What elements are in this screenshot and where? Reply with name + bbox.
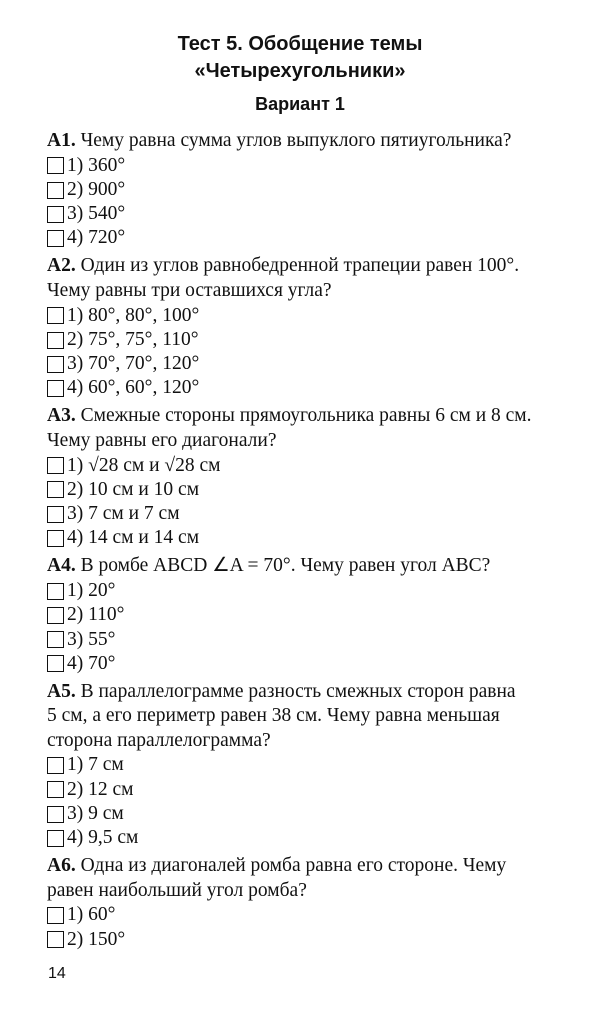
answer-option[interactable] [47, 928, 567, 952]
answer-option[interactable] [47, 628, 567, 652]
question-text: сторона параллелограмма? [47, 729, 271, 751]
question [47, 254, 567, 400]
answer-label: 2) 10 см и 10 см [67, 478, 200, 500]
question-text: Чему равны его диагонали? [47, 429, 277, 451]
question-text-line [47, 554, 567, 579]
answer-label: 4) 9,5 см [67, 827, 139, 849]
answer-option[interactable] [47, 226, 567, 250]
answer-checkbox[interactable] [47, 157, 64, 174]
answer-checkbox[interactable] [47, 206, 64, 223]
answer-checkbox[interactable] [47, 506, 64, 523]
question-text-line [47, 854, 567, 879]
question [47, 129, 567, 251]
answer-option[interactable] [47, 376, 567, 400]
answer-label: 3) 9 см [67, 803, 124, 825]
answer-option[interactable] [47, 753, 567, 777]
answer-checkbox[interactable] [47, 583, 64, 600]
answer-label: 1) 360° [67, 154, 126, 176]
answer-label: 4) 60°, 60°, 120° [67, 377, 200, 399]
answer-checkbox[interactable] [47, 307, 64, 324]
question-text-line [47, 129, 567, 154]
question-list [47, 129, 567, 952]
answer-label: 3) 540° [67, 203, 126, 225]
answer-checkbox[interactable] [47, 182, 64, 199]
answer-label: 1) 20° [67, 579, 116, 601]
answer-option[interactable] [47, 178, 567, 202]
answer-option[interactable] [47, 652, 567, 676]
question-number: A2. [47, 255, 76, 277]
answer-checkbox[interactable] [47, 530, 64, 547]
answer-option[interactable] [47, 154, 567, 178]
answer-label: 4) 720° [67, 227, 126, 249]
answer-option[interactable] [47, 526, 567, 550]
answer-checkbox[interactable] [47, 931, 64, 948]
question [47, 554, 567, 676]
question-text-line [47, 429, 567, 454]
answer-option[interactable] [47, 328, 567, 352]
question-text-line [47, 279, 567, 304]
answer-checkbox[interactable] [47, 830, 64, 847]
variant-heading: Вариант 1 [255, 94, 345, 114]
answer-checkbox[interactable] [47, 356, 64, 373]
answer-checkbox[interactable] [47, 631, 64, 648]
test-topic: «Четырехугольники» [194, 60, 406, 82]
answer-checkbox[interactable] [47, 655, 64, 672]
answer-checkbox[interactable] [47, 607, 64, 624]
answer-label: 2) 12 см [67, 778, 134, 800]
question-text-line [47, 879, 567, 904]
answer-label: 1) 60° [67, 904, 116, 926]
question-text: Чему равна сумма углов выпуклого пятиугольника? [80, 130, 512, 151]
question-text: В параллелограмме разность смежных сторон равна [80, 680, 516, 702]
question-text: Одна из диагоналей ромба равна его стороне. Чему [80, 855, 507, 877]
question [47, 404, 567, 550]
question-number: A4. [47, 555, 76, 577]
question-text-line [47, 680, 567, 705]
answer-label: 4) 70° [67, 652, 116, 674]
answer-option[interactable] [47, 903, 567, 927]
test-title: Тест 5. Обобщение темы [177, 33, 423, 55]
question-text: Смежные стороны прямоугольника равны 6 см и 8 см. [80, 405, 532, 427]
question-number: A3. [47, 405, 76, 427]
answer-label: 3) 55° [67, 628, 116, 650]
question-text-line [47, 254, 567, 279]
question-text: равен наибольший угол ромба? [47, 879, 307, 901]
answer-label: 2) 75°, 75°, 110° [67, 328, 199, 350]
answer-option[interactable] [47, 579, 567, 603]
question-number: A1. [47, 130, 76, 151]
question-text-line [47, 729, 567, 754]
answer-option[interactable] [47, 603, 567, 627]
answer-label: 3) 70°, 70°, 120° [67, 353, 200, 375]
question-text: В ромбе ABCD ∠A = 70°. Чему равен угол ABC? [80, 555, 491, 577]
question-text-line [47, 704, 567, 729]
question-number: A6. [47, 855, 76, 877]
answer-label: 1) 80°, 80°, 100° [67, 304, 200, 326]
answer-label: 4) 14 см и 14 см [67, 527, 200, 549]
answer-option[interactable] [47, 304, 567, 328]
question-text: Один из углов равнобедренной трапеции равен 100°. [80, 255, 520, 277]
answer-checkbox[interactable] [47, 380, 64, 397]
answer-checkbox[interactable] [47, 907, 64, 924]
answer-option[interactable] [47, 454, 567, 478]
answer-checkbox[interactable] [47, 806, 64, 823]
answer-checkbox[interactable] [47, 230, 64, 247]
answer-option[interactable] [47, 478, 567, 502]
page-number: 14 [48, 965, 66, 982]
question [47, 854, 567, 952]
answer-checkbox[interactable] [47, 457, 64, 474]
question-text: Чему равны три оставшихся угла? [47, 279, 332, 301]
answer-option[interactable] [47, 202, 567, 226]
answer-checkbox[interactable] [47, 781, 64, 798]
answer-option[interactable] [47, 502, 567, 526]
answer-option[interactable] [47, 778, 567, 802]
question [47, 680, 567, 851]
answer-label: 1) 7 см [67, 754, 124, 776]
answer-option[interactable] [47, 826, 567, 850]
answer-checkbox[interactable] [47, 332, 64, 349]
answer-label: 2) 150° [67, 928, 126, 950]
answer-label: 2) 110° [67, 604, 125, 626]
answer-option[interactable] [47, 352, 567, 376]
question-number: A5. [47, 680, 76, 702]
answer-label: 3) 7 см и 7 см [67, 503, 180, 525]
answer-checkbox[interactable] [47, 481, 64, 498]
answer-option[interactable] [47, 802, 567, 826]
answer-checkbox[interactable] [47, 757, 64, 774]
question-text: 5 см, а его периметр равен 38 см. Чему равна меньшая [47, 705, 500, 727]
answer-label: 1) √28 см и √28 см [67, 454, 221, 476]
question-text-line [47, 404, 567, 429]
answer-label: 2) 900° [67, 178, 126, 200]
